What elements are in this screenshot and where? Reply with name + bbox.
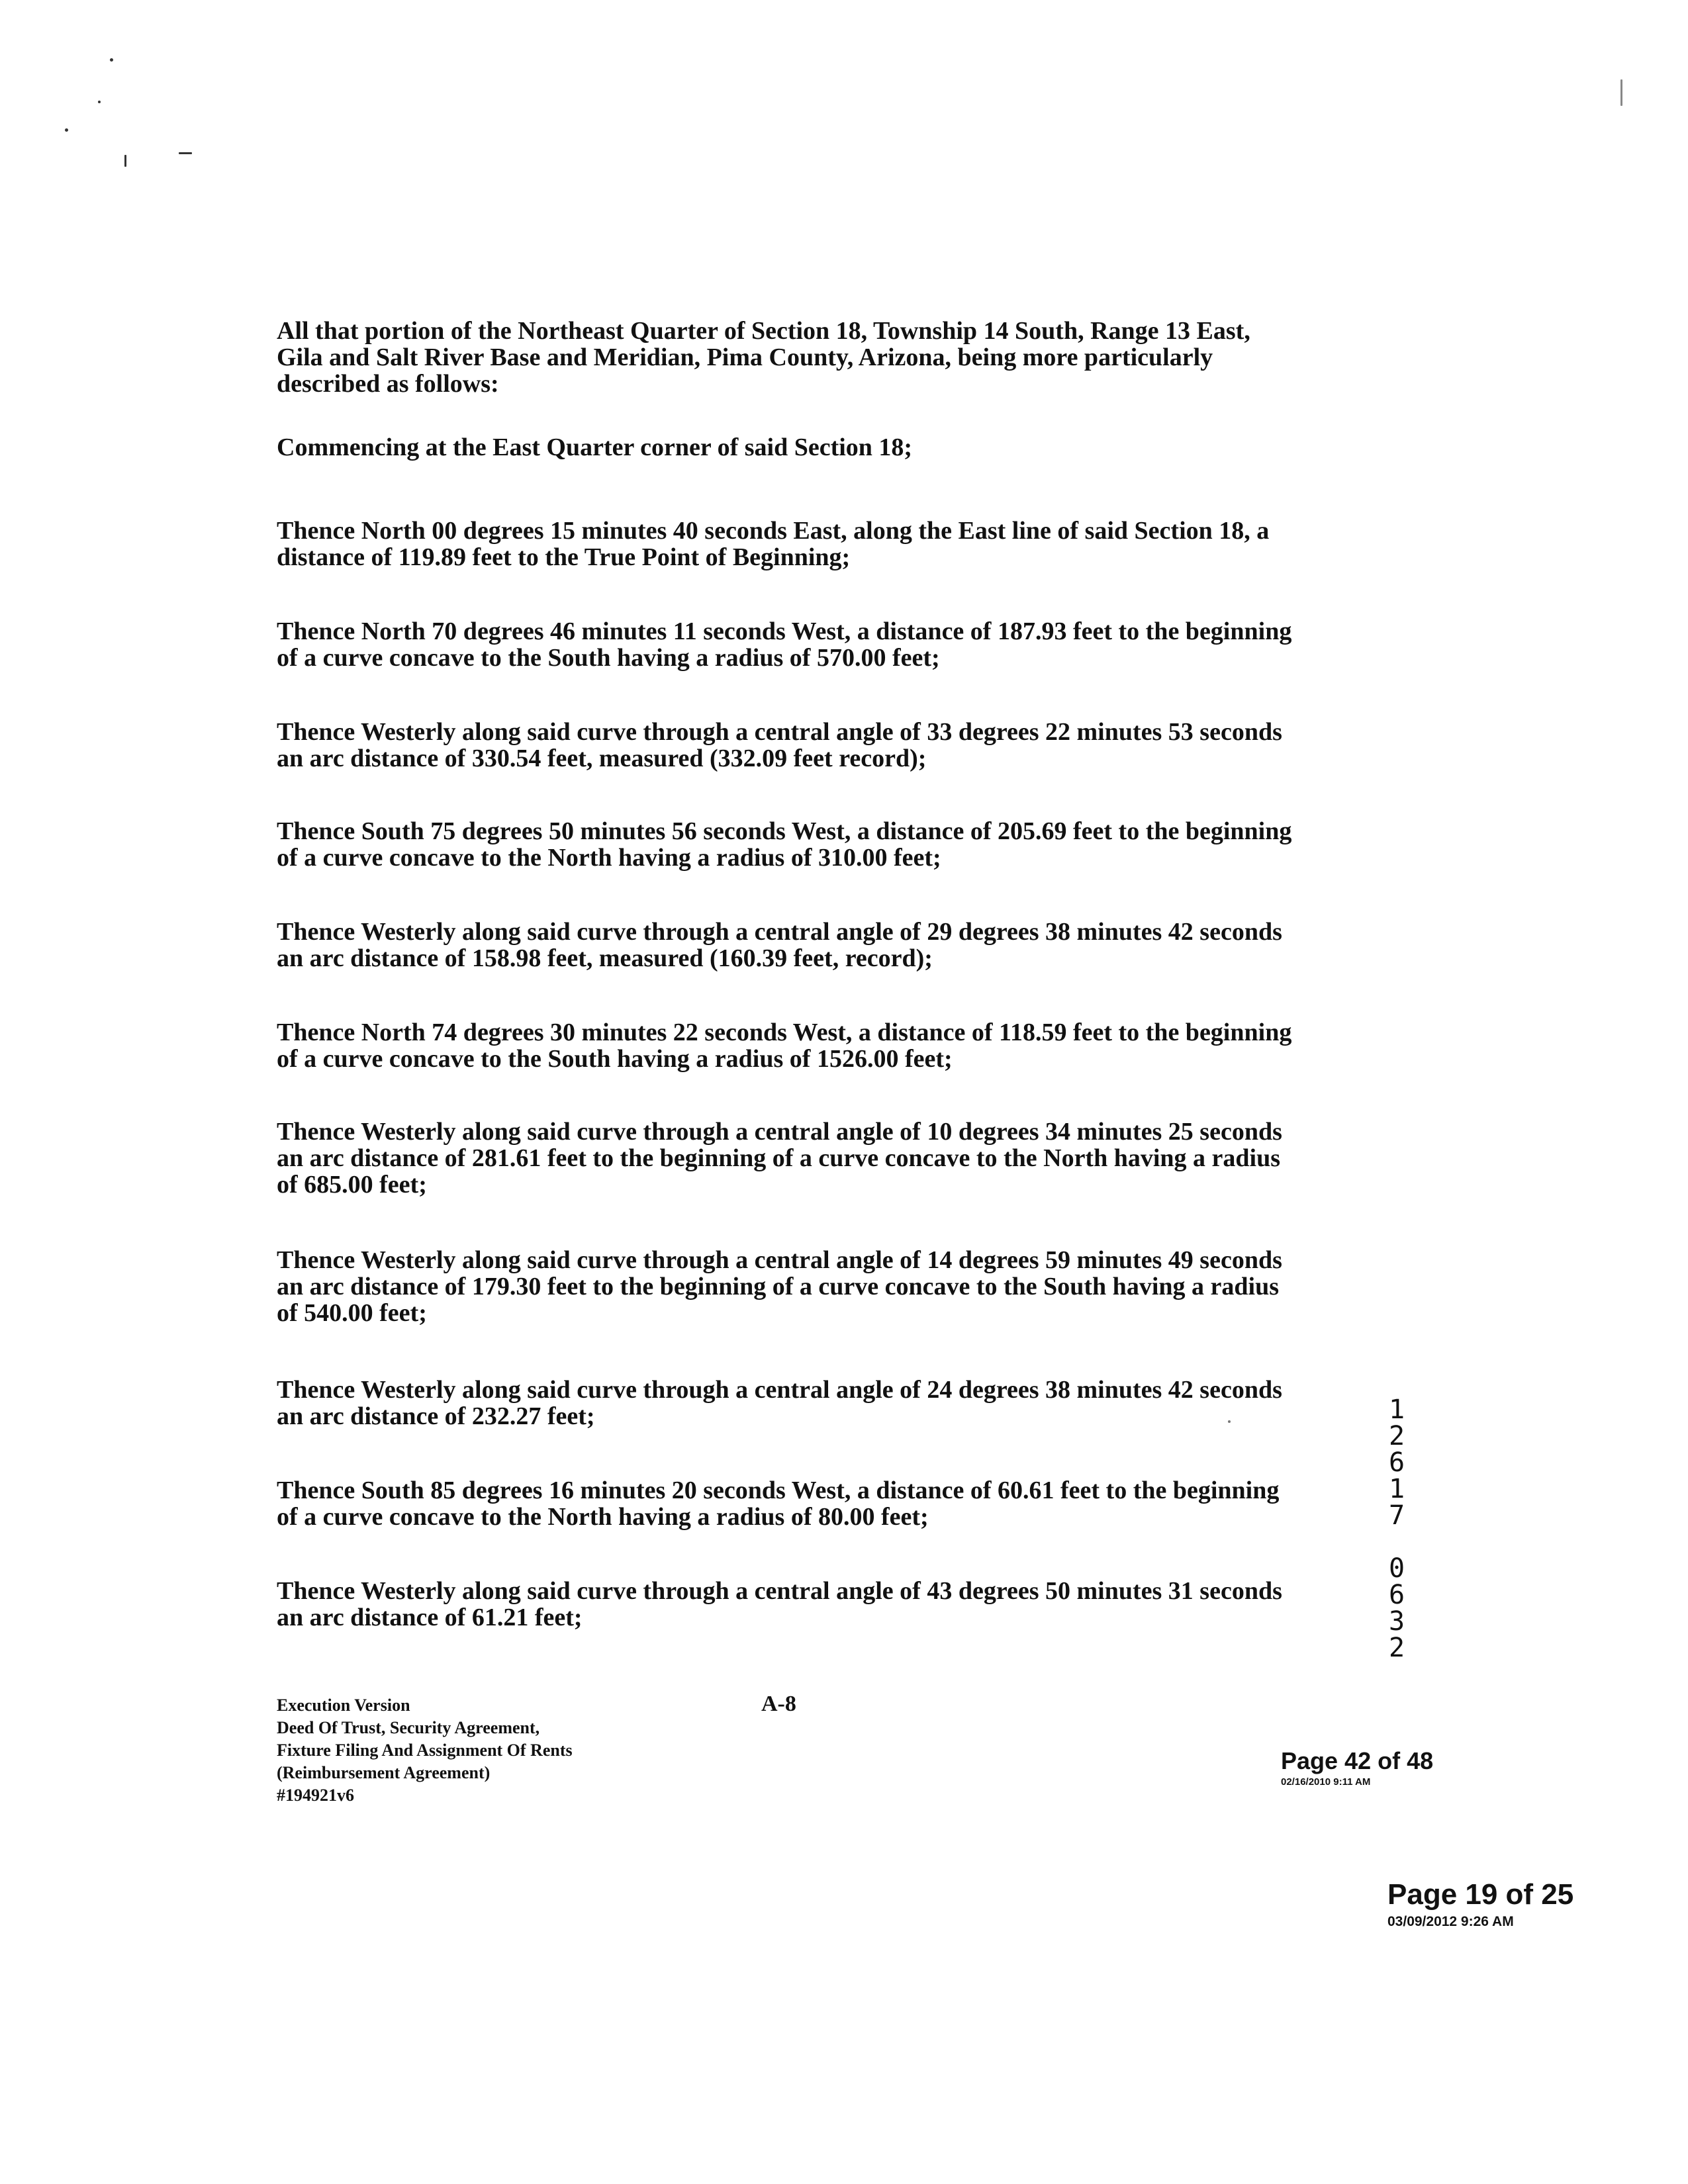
scan-speck: [124, 155, 126, 167]
recording-digit: 6: [1388, 1447, 1405, 1478]
recording-digit: 1: [1388, 1394, 1405, 1425]
paragraph-commencing: Commencing at the East Quarter corner of said Section 18;: [277, 433, 913, 461]
stamp-page-count: Page 42 of 48: [1281, 1747, 1434, 1774]
recording-digit: 7: [1388, 1500, 1405, 1531]
footer-title-line: (Reimbursement Agreement): [277, 1763, 491, 1782]
paragraph-course: Thence Westerly along said curve through a central angle of 14 degrees 59 minutes 49 seconds an arc distance of 179.30 feet to the beginning of a curve concave to the South having a radius of 540.00 feet;: [277, 1246, 1282, 1327]
recording-number-strip: [1383, 1396, 1410, 1661]
paragraph-course: Thence Westerly along said curve through a central angle of 33 degrees 22 minutes 53 seconds an arc distance of 330.54 feet, measured (332.09 feet record);: [277, 718, 1282, 772]
scan-speck: [110, 58, 113, 62]
scan-speck: [65, 128, 68, 132]
paragraph-course: Thence South 85 degrees 16 minutes 20 seconds West, a distance of 60.61 feet to the beginning of a curve concave to the North having a radius of 80.00 feet;: [277, 1477, 1280, 1531]
footer-version: Execution Version: [277, 1696, 410, 1715]
document-footer: [277, 1694, 740, 1807]
scan-speck: [98, 101, 101, 103]
paragraph-course: Thence South 75 degrees 50 minutes 56 seconds West, a distance of 205.69 feet to the beginning of a curve concave to the North having a radius of 310.00 feet;: [277, 817, 1292, 872]
scan-speck: [1620, 79, 1622, 106]
recording-digit: 1: [1388, 1474, 1405, 1504]
paragraph-course: Thence North 70 degrees 46 minutes 11 seconds West, a distance of 187.93 feet to the beginning of a curve concave to the South having a radius of 570.00 feet;: [277, 617, 1292, 672]
paragraph-course: Thence Westerly along said curve through a central angle of 29 degrees 38 minutes 42 seconds an arc distance of 158.98 feet, measured (160.39 feet, record);: [277, 918, 1282, 972]
paragraph-course: Thence North 74 degrees 30 minutes 22 seconds West, a distance of 118.59 feet to the beginning of a curve concave to the South having a radius of 1526.00 feet;: [277, 1019, 1292, 1073]
footer-doc-number: #194921v6: [277, 1786, 354, 1805]
footer-title-line: Fixture Filing And Assignment Of Rents: [277, 1741, 573, 1760]
scan-speck: [179, 152, 192, 154]
recording-digit: 0: [1388, 1553, 1405, 1584]
paragraph-course: Thence Westerly along said curve through a central angle of 24 degrees 38 minutes 42 seconds an arc distance of 232.27 feet;: [277, 1376, 1282, 1430]
stamp-date: 03/09/2012 9:26 AM: [1387, 1914, 1514, 1929]
recording-digit: 2: [1388, 1633, 1405, 1663]
recording-digit: [1383, 1529, 1410, 1555]
paragraph-intro: All that portion of the Northeast Quarter of Section 18, Township 14 South, Range 13 East, Gila and Salt River Base and Meridian, Pima County, Arizona, being more particularly described as follows:: [277, 317, 1250, 398]
paragraph-course: Thence Westerly along said curve through a central angle of 10 degrees 34 minutes 25 seconds an arc distance of 281.61 feet to the beginning of a curve concave to the North having a radius of 685.00 feet;: [277, 1118, 1282, 1199]
recorder-stamp-outer: [1387, 1878, 1573, 1930]
stamp-date: 02/16/2010 9:11 AM: [1281, 1776, 1371, 1788]
recording-digit: 3: [1388, 1606, 1405, 1637]
stamp-page-count: Page 19 of 25: [1387, 1878, 1574, 1911]
page-code: A-8: [761, 1692, 796, 1716]
recording-digit: 6: [1388, 1580, 1405, 1610]
recording-digit: 2: [1388, 1421, 1405, 1451]
paragraph-course: Thence North 00 degrees 15 minutes 40 seconds East, along the East line of said Section 18, a distance of 119.89 feet to the True Point of Beginning;: [277, 517, 1270, 571]
paragraph-course: Thence Westerly along said curve through a central angle of 43 degrees 50 minutes 31 seconds an arc distance of 61.21 feet;: [277, 1577, 1282, 1631]
footer-title-line: Deed Of Trust, Security Agreement,: [277, 1718, 540, 1737]
recorder-stamp-inner: [1281, 1747, 1433, 1788]
